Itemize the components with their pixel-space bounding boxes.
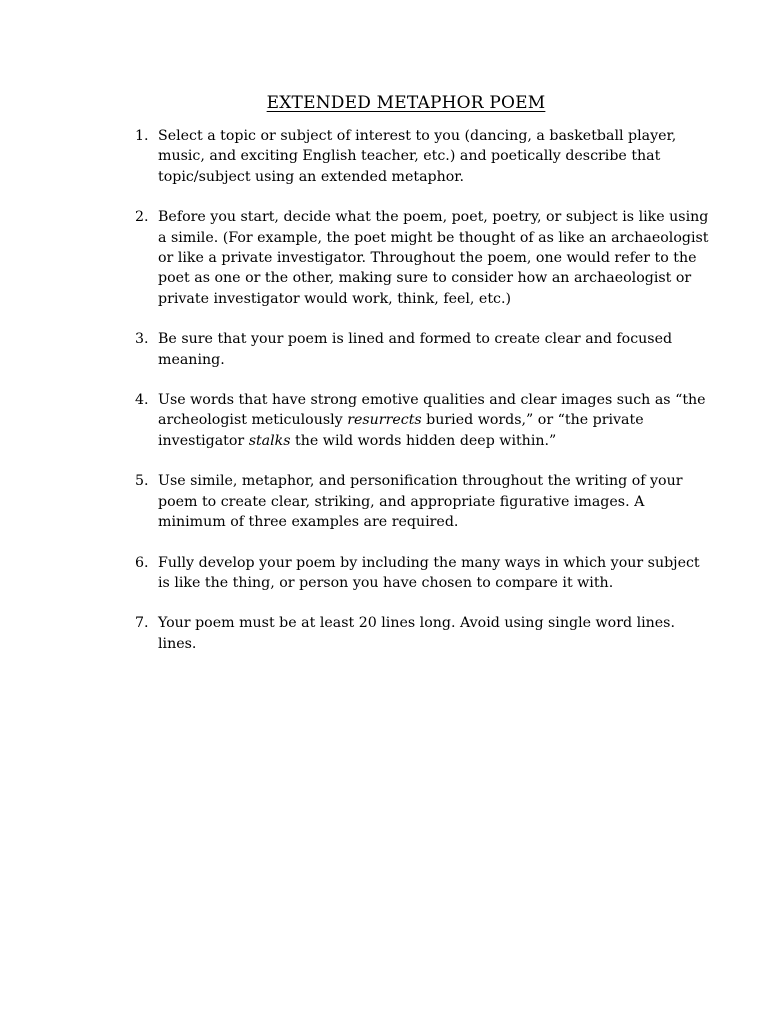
item-text: Your poem must be at least 20 lines long. Avoid using single word lines. lines.: [158, 615, 675, 652]
item-number: 1.: [135, 128, 149, 144]
item-number: 4.: [135, 392, 149, 409]
list-item: [135, 553, 710, 594]
instruction-list: [135, 126, 710, 674]
item-text: Use simile, metaphor, and personification throughout the writing of your poem to create clear, striking, and appropriate figurative images. A minimum of three examples are required.: [158, 473, 683, 531]
item-number: 7.: [135, 615, 149, 632]
item-text-part: the wild words hidden deep within.”: [290, 432, 557, 449]
list-item: [135, 207, 710, 309]
item-text: Select a topic or subject of interest to you (dancing, a basketball player, music, and exciting English teacher, etc.) and poetically describe that topic/subject using an extended metaphor.: [158, 128, 677, 185]
emphasized-word: stalks: [248, 432, 291, 449]
list-item: [135, 329, 710, 370]
item-number: 6.: [135, 554, 149, 571]
item-number: 5.: [135, 473, 149, 490]
list-item: [135, 471, 710, 532]
list-item: [135, 390, 710, 451]
list-item: [135, 613, 710, 654]
list-item: [135, 126, 710, 187]
item-number: 3.: [135, 331, 149, 348]
item-text: Before you start, decide what the poem, poet, poetry, or subject is like using a simile. (For example, the poet might be thought of as like an archaeologist or like a private investigator. Throughout the poem, one would refer to the poet as one or the other, making sure to consider how an archaeologist or private investigator would work, think, feel, etc.): [158, 209, 709, 307]
item-text-part: buried words,” or “the private investigator: [158, 412, 644, 449]
document-title: EXTENDED METAPHOR POEM: [266, 93, 546, 113]
item-text: Be sure that your poem is lined and formed to create clear and focused meaning.: [158, 331, 673, 368]
item-text: Fully develop your poem by including the many ways in which your subject is like the thing, or person you have chosen to compare it with.: [158, 554, 700, 591]
item-text: [158, 392, 706, 449]
emphasized-word: resurrects: [347, 412, 422, 429]
item-number: 2.: [135, 209, 149, 226]
item-text-part: Use words that have strong emotive qualities and clear images such as “the archeologist meticulously: [158, 392, 706, 429]
